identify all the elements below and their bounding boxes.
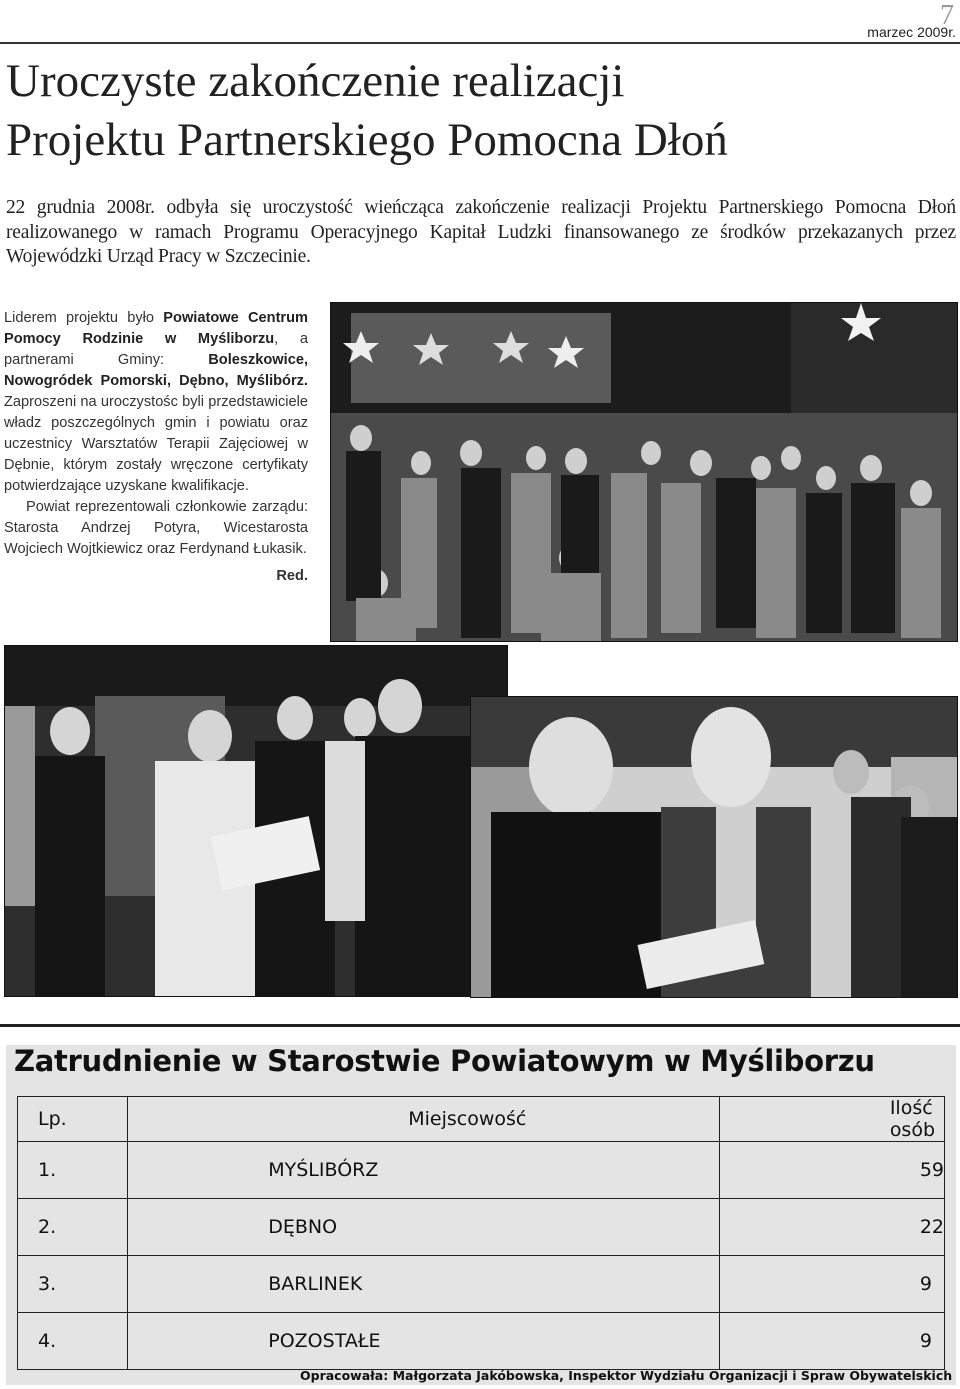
row-lp: 2. xyxy=(18,1199,128,1256)
body-bold: Powiatowe Centrum Pomocy Rodzinie w Myśliborzu xyxy=(4,310,308,347)
row-place: DĘBNO xyxy=(128,1199,720,1256)
certificate-photo-right xyxy=(470,696,958,998)
article-title xyxy=(6,52,956,170)
row-count: 9 xyxy=(719,1256,944,1313)
body-text: Liderem projektu było xyxy=(4,310,164,326)
issue-date: marzec 2009r. xyxy=(867,24,956,40)
header-miejscowosc: Miejscowość xyxy=(128,1097,720,1142)
article-lead: 22 grudnia 2008r. odbyła się uroczystość wieńcząca zakończenie realizacji Projektu Partnerskiego Pomocna Dłoń realizowanego w ramach Programu Operacyjnego Kapitał Ludzki finansowanego ze środków przekazanych przez Wojewódzki Urząd Pracy w Szczecinie. xyxy=(6,197,956,267)
employment-table xyxy=(17,1096,945,1370)
article-signature: Red. xyxy=(276,568,308,584)
row-place: MYŚLIBÓRZ xyxy=(128,1142,720,1199)
article-body xyxy=(4,308,308,587)
body-bold: Boleszkowice, Nowogródek Pomorski, Dębno, Myślibórz. xyxy=(4,352,308,389)
row-lp: 3. xyxy=(18,1256,128,1313)
row-lp: 1. xyxy=(18,1142,128,1199)
row-count: 9 xyxy=(719,1313,944,1370)
header-rule xyxy=(0,42,960,44)
body-text: , a partnerami Gminy: xyxy=(4,331,308,368)
page-number: 7 xyxy=(940,0,954,31)
header-ilosc: Ilość osób xyxy=(719,1097,944,1142)
section-rule xyxy=(0,1024,960,1027)
row-place: BARLINEK xyxy=(128,1256,720,1313)
body-text: Zaproszeni na uroczystośc byli przedstawiciele władz poszczególnych gmin i powiatu oraz uczestnicy Warsztatów Terapii Zajęciowej w Dębnie, którym zostały wręczone certyfikaty potwierdzające uzyskane kwalifikacje. xyxy=(4,394,308,494)
body-paragraph-2: Powiat reprezentowali członkowie zarządu: Starosta Andrzej Potyra, Wicestarosta Wojciech Wojtkiewicz oraz Ferdynand Łukasik. xyxy=(4,499,308,557)
row-place: POZOSTAŁE xyxy=(128,1313,720,1370)
body-paragraph-1 xyxy=(4,308,308,497)
article-title-line2: Projektu Partnerskiego Pomocna Dłoń xyxy=(6,114,728,166)
certificate-photo-left xyxy=(4,645,508,997)
header-lp: Lp. xyxy=(18,1097,128,1142)
table-row xyxy=(18,1199,945,1256)
article-title-line1: Uroczyste zakończenie realizacji xyxy=(6,55,625,107)
group-photo xyxy=(330,302,958,642)
row-count: 22 xyxy=(719,1199,944,1256)
row-count: 59 xyxy=(719,1142,944,1199)
table-header-row xyxy=(18,1097,945,1142)
table-row xyxy=(18,1142,945,1199)
employment-title: Zatrudnienie w Starostwie Powiatowym w Myśliborzu xyxy=(14,1044,875,1078)
table-credit: Opracowała: Małgorzata Jakóbowska, Inspektor Wydziału Organizacji i Spraw Obywatelskich xyxy=(300,1368,953,1383)
row-lp: 4. xyxy=(18,1313,128,1370)
table-row xyxy=(18,1256,945,1313)
table-row xyxy=(18,1313,945,1370)
